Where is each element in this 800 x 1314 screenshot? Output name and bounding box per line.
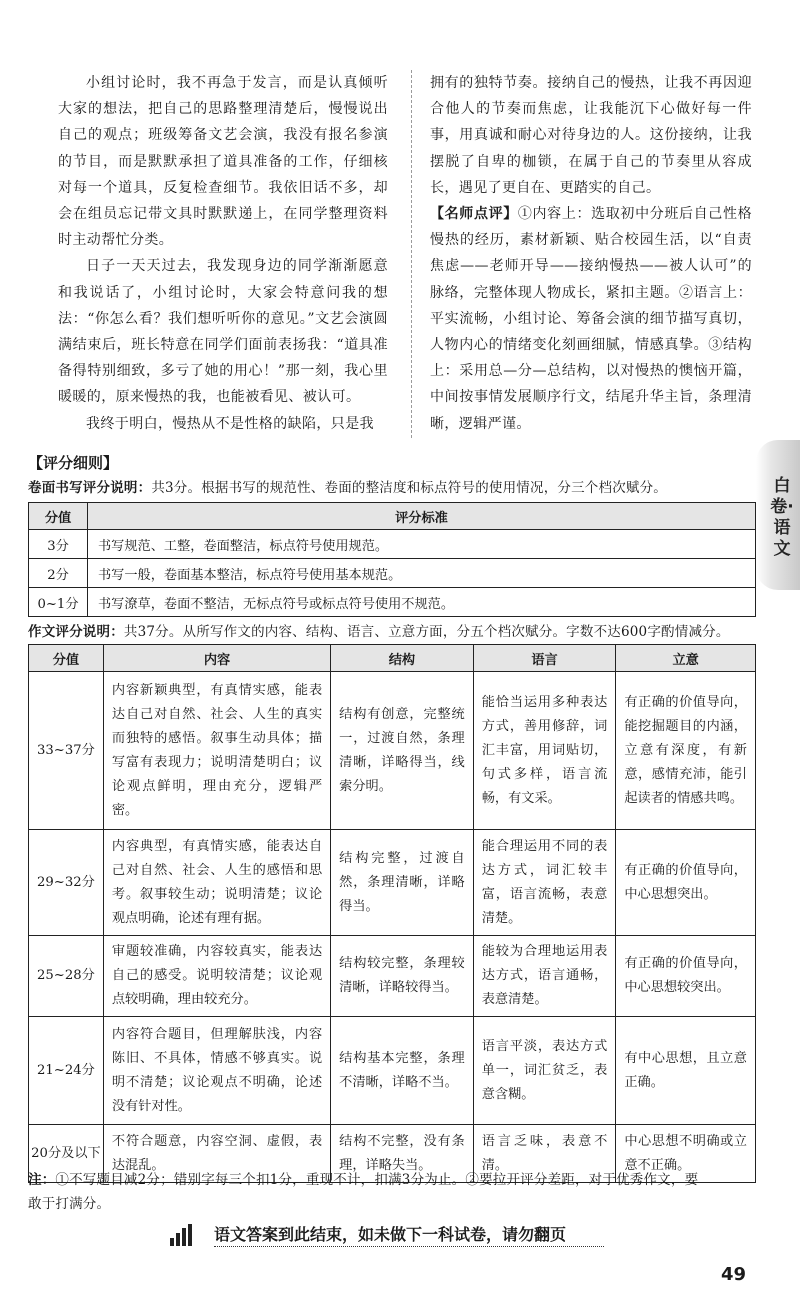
handwriting-label: 卷面书写评分说明：: [28, 480, 152, 496]
essay-right-column: [430, 70, 752, 437]
content-cell: 不符合题意，内容空洞、虚假，表达混乱。: [103, 1125, 330, 1183]
end-banner: [170, 1222, 610, 1246]
table-header: 结构: [331, 645, 474, 672]
table-header: 评分标准: [88, 503, 756, 530]
note-line-1: ①不写题目减2分；错别字每三个扣1分，重现不计，扣满3分为止。②要拉开评分差距，对于优秀作文，要: [55, 1172, 699, 1188]
essay-paragraph: 日子一天天过去，我发现身边的同学渐渐愿意和我说话了，小组讨论时，大家会特意问我的想法：“你怎么看？我们想听听你的意见。”文艺会演圆满结束后，班长特意在同学们面前表扬我：“道具准备得特别细致，多亏了她的用心！”那一刻，我心里暖暖的，原来慢热的我，也能被看见、被认可。: [58, 258, 388, 406]
table-header: 立意: [616, 645, 756, 672]
comment-tag: 【名师点评】: [430, 206, 518, 223]
score-cell: 33~37分: [29, 672, 104, 830]
essay-left-column: [58, 70, 388, 437]
dotted-underline: [214, 1246, 604, 1247]
table-row: [29, 530, 756, 559]
teacher-comment: [430, 201, 752, 437]
score-cell: 29~32分: [29, 830, 104, 936]
score-cell: 20分及以下: [29, 1125, 104, 1183]
handwriting-table: [28, 502, 756, 617]
structure-cell: 结构较完整，条理较清晰，详略较得当。: [331, 936, 474, 1017]
content-cell: 内容典型，有真情实感，能表达自己对自然、社会、人生的感悟和思考。叙事较生动；说明清楚；议论观点明确，论述有理有据。: [103, 830, 330, 936]
score-cell: 0~1分: [29, 588, 88, 617]
essay-paragraph: 拥有的独特节奏。接纳自己的慢热，让我不再因迎合他人的节奏而焦虑，让我能沉下心做好每一件事，用真诚和耐心对待身边的人。这份接纳，让我摆脱了自卑的枷锁，在属于自己的节奏里从容成长，遇见了更自在、更踏实的自己。: [430, 75, 752, 196]
essay-scoring-desc: 共37分。从所写作文的内容、结构、语言、立意方面，分五个档次赋分。字数不达600字酌情减分。: [123, 624, 730, 640]
table-row: [29, 588, 756, 617]
score-cell: 21~24分: [29, 1017, 104, 1125]
essay-paragraph: 我终于明白，慢热从不是性格的缺陷，只是我: [86, 415, 374, 432]
handwriting-desc: 共3分。根据书写的规范性、卷面的整洁度和标点符号的使用情况，分三个档次赋分。: [151, 480, 668, 496]
table-row: [29, 1017, 756, 1125]
note-label: 注：: [28, 1172, 56, 1188]
note-line-2: 敢于打满分。: [28, 1196, 111, 1212]
score-cell: 3分: [29, 530, 88, 559]
column-divider: [411, 70, 412, 438]
scoring-note: [28, 1168, 698, 1188]
language-cell: 能较为合理地运用表达方式，语言通畅，表意清楚。: [473, 936, 616, 1017]
structure-cell: 结构完整，过渡自然，条理清晰，详略得当。: [331, 830, 474, 936]
structure-cell: 结构基本完整，条理不清晰，详略不当。: [331, 1017, 474, 1125]
table-row: [29, 559, 756, 588]
table-header: 分值: [29, 503, 88, 530]
essay-scoring-label: 作文评分说明：: [28, 624, 124, 640]
table-row: [29, 936, 756, 1017]
language-cell: 语言平淡，表达方式单一，词汇贫乏，表意含糊。: [473, 1017, 616, 1125]
structure-cell: 结构不完整，没有条理，详略失当。: [331, 1125, 474, 1183]
end-banner-text: 语文答案到此结束，如未做下一科试卷，请勿翻页: [214, 1225, 567, 1244]
comment-text: ①内容上：选取初中分班后自己性格慢热的经历，素材新颖、贴合校园生活，以“自责焦虑——老师开导——接纳慢热——被人认可”的脉络，完整体现人物成长，紧扣主题。②语言上：平实流畅，小组讨论、筹备会演的细节描写真切，人物内心的情绪变化刻画细腻，情感真挚。③结构上：采用总—分—总结构，以对慢热的懊恼开篇，中间按事情发展顺序行文，结尾升华主旨，条理清晰，逻辑严谨。: [430, 206, 752, 432]
content-cell: 内容新颖典型，有真情实感，能表达自己对自然、社会、人生的真实而独特的感悟。叙事生动具体；描写富有表现力；说明清楚明白；议论观点鲜明，理由充分，逻辑严密。: [103, 672, 330, 830]
table-header: 分值: [29, 645, 104, 672]
table-header: 内容: [103, 645, 330, 672]
criteria-cell: 书写一般，卷面基本整洁，标点符号使用基本规范。: [88, 559, 756, 588]
content-cell: 内容符合题目，但理解肤浅，内容陈旧、不具体，情感不够真实。说明不清楚；议论观点不明确，论述没有针对性。: [103, 1017, 330, 1125]
page-number: 49: [720, 1264, 746, 1285]
theme-cell: 有正确的价值导向，中心思想突出。: [616, 830, 756, 936]
table-header: 语言: [473, 645, 616, 672]
criteria-cell: 书写潦草，卷面不整洁，无标点符号或标点符号使用不规范。: [88, 588, 756, 617]
essay-paragraph: 小组讨论时，我不再急于发言，而是认真倾听大家的想法，把自己的思路整理清楚后，慢慢说出自己的观点；班级筹备文艺会演，我没有报名参演的节目，而是默默承担了道具准备的工作，仔细核对每一个道具，反复检查细节。我依旧话不多，却会在组员忘记带文具时默默递上，在同学整理资料时主动帮忙分类。: [58, 75, 388, 249]
language-cell: 语言乏味，表意不清。: [473, 1125, 616, 1183]
theme-cell: 中心思想不明确或立意不正确。: [616, 1125, 756, 1183]
table-row: [29, 830, 756, 936]
language-cell: 能恰当运用多种表达方式，善用修辞，词汇丰富，用词贴切，句式多样，语言流畅，有文采。: [473, 672, 616, 830]
side-tab-label: 白卷·语文: [770, 476, 794, 559]
language-cell: 能合理运用不同的表达方式，词汇较丰富，语言流畅，表意清楚。: [473, 830, 616, 936]
table-row: [29, 672, 756, 830]
section-title: 【评分细则】: [28, 454, 119, 472]
structure-cell: 结构有创意，完整统一，过渡自然，条理清晰，详略得当，线索分明。: [331, 672, 474, 830]
essay-scoring-table: [28, 644, 756, 1183]
essay-scoring-description: [28, 620, 730, 640]
theme-cell: 有正确的价值导向，能挖掘题目的内涵，立意有深度，有新意，感情充沛，能引起读者的情感共鸣。: [616, 672, 756, 830]
content-cell: 审题较准确，内容较真实，能表达自己的感受。说明较清楚；议论观点较明确，理由较充分。: [103, 936, 330, 1017]
criteria-cell: 书写规范、工整，卷面整洁，标点符号使用规范。: [88, 530, 756, 559]
theme-cell: 有中心思想，且立意正确。: [616, 1017, 756, 1125]
bar-chart-icon: [170, 1224, 192, 1246]
theme-cell: 有正确的价值导向，中心思想较突出。: [616, 936, 756, 1017]
score-cell: 25~28分: [29, 936, 104, 1017]
handwriting-description: [28, 476, 667, 496]
score-cell: 2分: [29, 559, 88, 588]
